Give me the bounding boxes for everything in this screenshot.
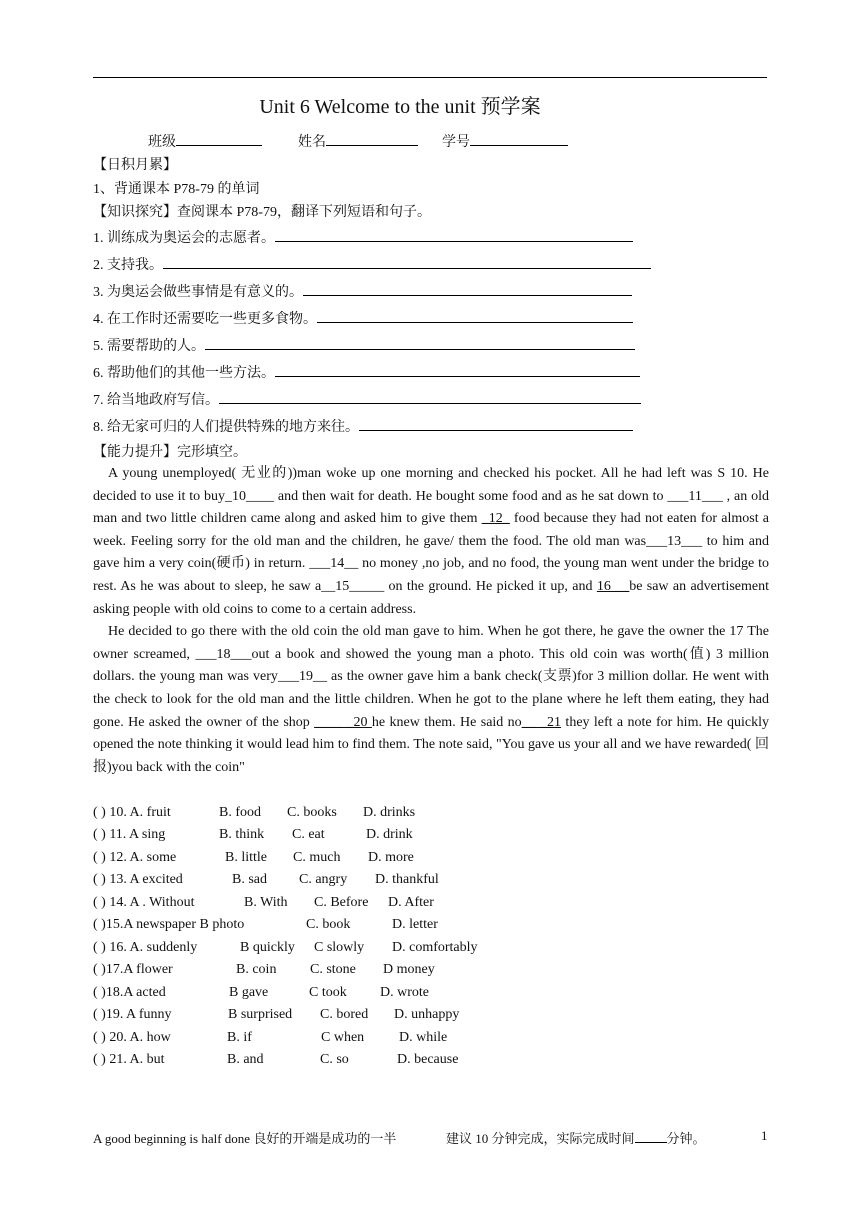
section2-heading: 【知识探究】查阅课本 P78-79，翻译下列短语和句子。 [93, 205, 431, 220]
section3-heading: 【能力提升】完形填空。 [93, 445, 247, 460]
translation-item: 4. 在工作时还需要吃一些更多食物。 [93, 308, 633, 328]
answer-blank[interactable] [359, 416, 633, 431]
answer-blank[interactable] [163, 254, 651, 269]
cloze-passage [93, 463, 769, 779]
answer-blank[interactable] [219, 389, 641, 404]
section1-item: 1、背通课本 P78-79 的单词 [93, 182, 260, 197]
page-title: Unit 6 Welcome to the unit 预学案 [259, 96, 541, 118]
number-field [442, 131, 568, 151]
class-blank[interactable] [176, 131, 262, 146]
page-number: 1 [761, 1128, 768, 1143]
name-blank[interactable] [326, 131, 418, 146]
header-rule [93, 77, 767, 78]
class-field [148, 131, 262, 151]
footer-time-note: 建议 10 分钟完成，实际完成时间 分钟。 [446, 1131, 706, 1146]
number-label: 学号 [442, 135, 470, 150]
translation-item: 3. 为奥运会做些事情是有意义的。 [93, 281, 632, 301]
translation-item: 6. 帮助他们的其他一些方法。 [93, 362, 640, 382]
time-blank[interactable] [635, 1130, 667, 1143]
number-blank[interactable] [470, 131, 568, 146]
passage-paragraph-2: He decided to go there with the old coin the old man gave to him. When he got there, he gave the owner the 17 The owner screamed, ___18___out a book and showed the young man a photo. This old coin was worth(值) 3 million dollars. the young man was very___19__ as the owner gave him a bank check(支票)for 3 million dollar. He went with the check to look for the old man and the little children. When he got to the plane where he left them eating, they had gone. He asked the owner of the shop ____ _20 he knew them. He said no__ _21 they left a note for him. He quickly opened the note thinking it would lead him to find them. The note said, "You gave us your all and we have rewarded( 回报)you back with the coin" [93, 624, 770, 775]
translation-item: 1. 训练成为奥运会的志愿者。 [93, 227, 633, 247]
translation-item: 2. 支持我。 [93, 254, 651, 274]
translation-item: 5. 需要帮助的人。 [93, 335, 635, 355]
translation-item: 7. 给当地政府写信。 [93, 389, 641, 409]
passage-paragraph-1: A young unemployed( 无业的))man woke up one morning and checked his pocket. All he had left was S 10. He decided to use it to buy_10____ and then wait for death. He bought some food and as he sat down to ___11___ , an old man and two little children came along and asked him to give them _12_ food because they had not eaten for almost a week. Feeling sorry for the old man and the children, he gave/ them the food. The old man was___13___ to him and gave him a very coin(硬币) in return. ___14__ no money ,no job, and no food, the young man went under the bridge to rest. As he was about to sleep, he saw a__15_____ on the ground. He picked it up, and 16 __be saw an advertisement asking people with old coins to come to a certain address. [93, 466, 769, 617]
class-label: 班级 [148, 135, 176, 150]
answer-blank[interactable] [303, 281, 632, 296]
answer-blank[interactable] [275, 227, 633, 242]
answer-blank[interactable] [317, 308, 633, 323]
section1-heading: 【日积月累】 [93, 158, 177, 173]
name-label: 姓名 [298, 135, 326, 150]
translation-item: 8. 给无家可归的人们提供特殊的地方来往。 [93, 416, 633, 436]
footer-motto: A good beginning is half done 良好的开端是成功的一半 [93, 1131, 397, 1146]
answer-blank[interactable] [205, 335, 635, 350]
name-field [298, 131, 418, 151]
answer-blank[interactable] [275, 362, 640, 377]
